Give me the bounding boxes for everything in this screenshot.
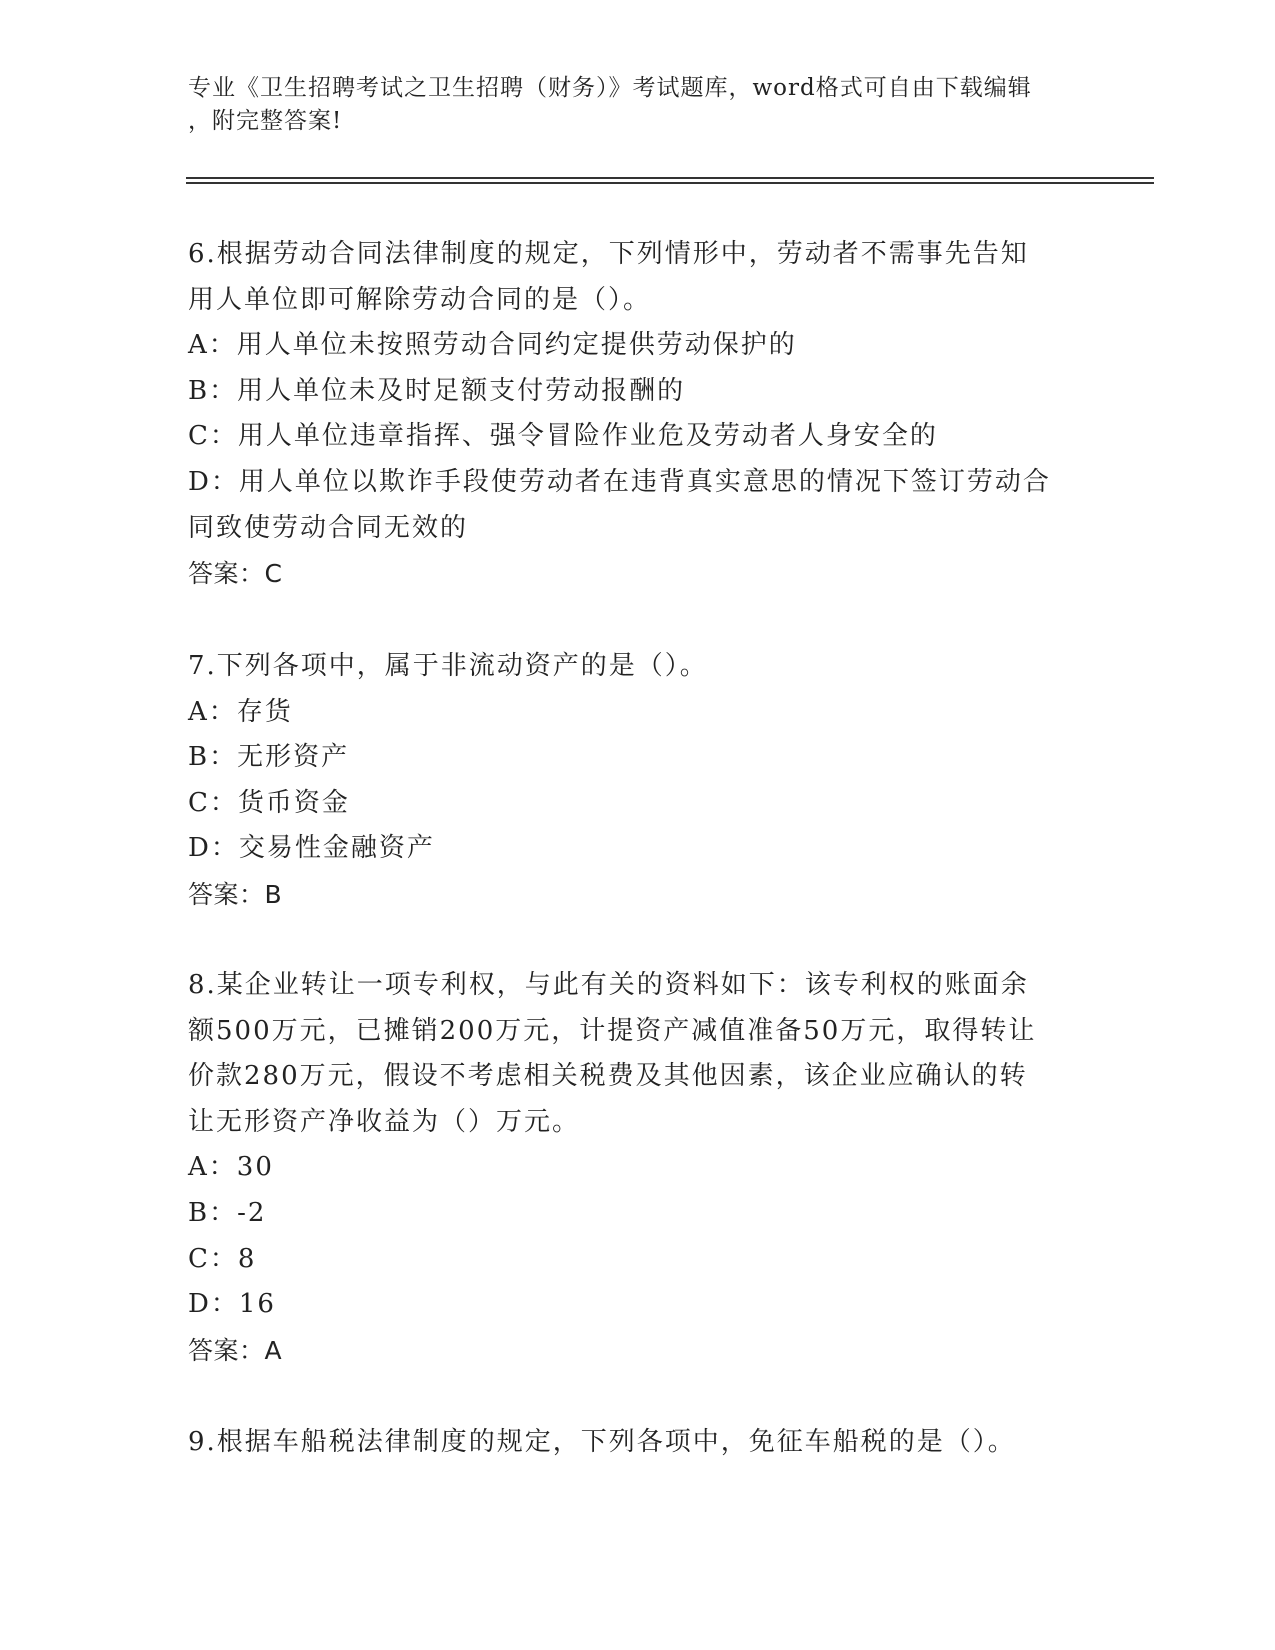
question-9 <box>188 1420 1088 1466</box>
question-6 <box>188 232 1088 597</box>
header-line: 专业《卫生招聘考试之卫生招聘（财务）》考试题库，word格式可自由下载编辑 <box>188 75 1032 101</box>
option-c: C：用人单位违章指挥、强令冒险作业危及劳动者人身安全的 <box>188 421 938 452</box>
option-d: 同致使劳动合同无效的 <box>188 512 469 543</box>
header-divider <box>186 182 1154 184</box>
option-d: D：交易性金融资产 <box>188 833 435 864</box>
question-stem: 用人单位即可解除劳动合同的是（）。 <box>188 284 652 315</box>
question-stem: 让无形资产净收益为（）万元。 <box>188 1106 581 1137</box>
answer: 答案：B <box>188 879 283 909</box>
option-a: A：用人单位未按照劳动合同约定提供劳动保护的 <box>188 330 797 361</box>
option-c: C：货币资金 <box>188 787 350 818</box>
option-b: B：用人单位未及时足额支付劳动报酬的 <box>188 375 686 406</box>
answer: 答案：C <box>188 559 283 589</box>
header-line: ，附完整答案! <box>188 108 343 134</box>
question-stem: 8.某企业转让一项专利权，与此有关的资料如下：该专利权的账面余 <box>188 970 1029 1000</box>
question-stem: 额500万元，已摊销200万元，计提资产减值准备50万元，取得转让 <box>188 1015 1037 1046</box>
option-d: D：16 <box>188 1289 276 1320</box>
answer: 答案：A <box>188 1335 283 1365</box>
question-stem: 7.下列各项中，属于非流动资产的是（）。 <box>188 651 708 681</box>
option-b: B：无形资产 <box>188 742 350 773</box>
question-8 <box>188 963 1088 1373</box>
option-d: D：用人单位以欺诈手段使劳动者在违背真实意思的情况下签订劳动合 <box>188 466 1051 497</box>
option-a: A：存货 <box>188 696 293 727</box>
question-stem: 6.根据劳动合同法律制度的规定，下列情形中，劳动者不需事先告知 <box>188 239 1029 269</box>
header-divider <box>186 177 1154 179</box>
question-7 <box>188 644 1088 918</box>
question-stem: 价款280万元，假设不考虑相关税费及其他因素，该企业应确认的转 <box>188 1061 1028 1092</box>
option-a: A：30 <box>188 1152 274 1183</box>
question-stem: 9.根据车船税法律制度的规定，下列各项中，免征车船税的是（）。 <box>188 1427 1016 1457</box>
option-b: B：-2 <box>188 1197 267 1228</box>
option-c: C：8 <box>188 1243 257 1274</box>
document-header <box>188 72 1088 138</box>
